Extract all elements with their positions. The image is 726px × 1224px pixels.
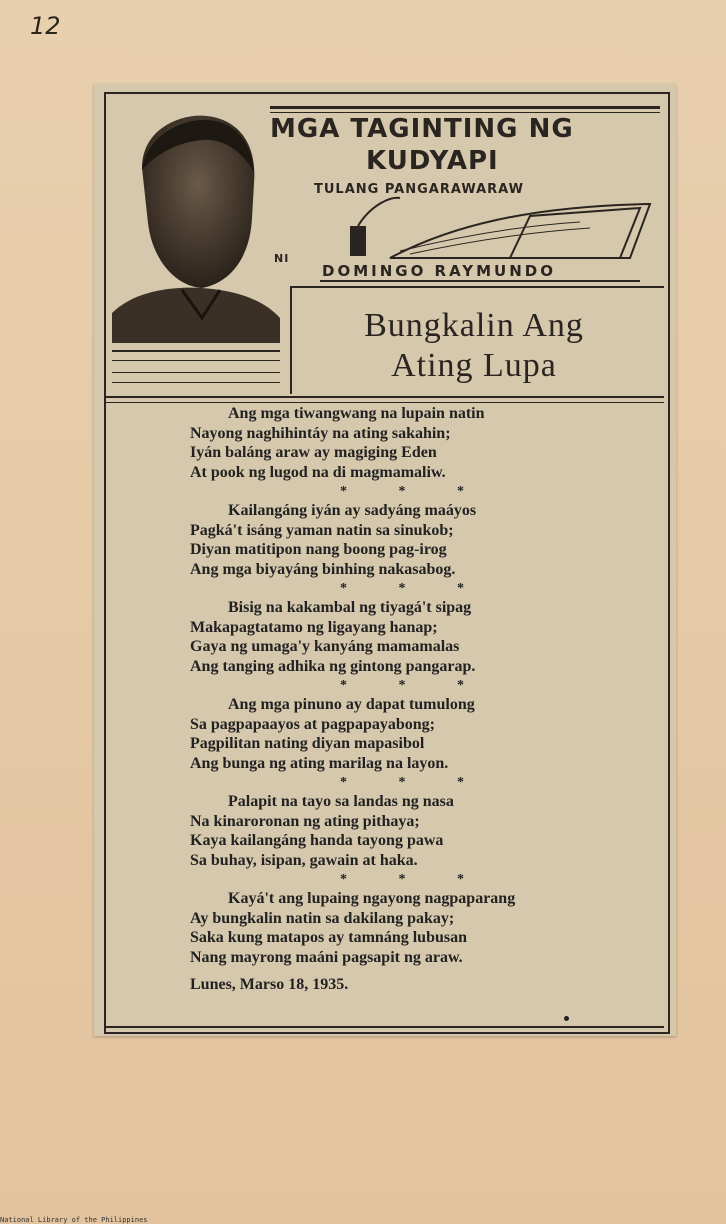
stanza-separator: * * *	[340, 872, 488, 887]
author-name: DOMINGO RAYMUNDO	[322, 262, 556, 280]
poem-line: Bisig na kakambal ng tiyagá't sipag	[228, 599, 472, 616]
poem-line: Ang tanging adhika ng gintong pangarap.	[190, 657, 476, 675]
poem-line: Pagpilitan nating diyan mapasibol	[190, 735, 425, 752]
portrait-rule-3	[112, 372, 280, 373]
newspaper-clipping	[94, 84, 676, 1036]
masthead-tagline: TULANG PANGARAWARAW	[314, 182, 524, 197]
poem-line: At pook ng lugod na di magmamaliw.	[190, 463, 446, 481]
poem-date: Lunes, Marso 18, 1935.	[190, 976, 349, 993]
print-dot	[564, 1016, 569, 1021]
stanza-5	[190, 792, 640, 889]
poem-title	[294, 306, 654, 386]
quill-book-illustration	[330, 196, 660, 266]
stanza-4	[190, 695, 640, 792]
title-box-rule-left	[290, 286, 292, 394]
poem-line: Nang mayrong maáni pagsapit ng araw.	[190, 948, 463, 966]
poem-line: Makapagtatamo ng ligayang hanap;	[190, 618, 438, 636]
bottom-rule	[106, 1026, 664, 1028]
footer-credit: National Library of the Philippines	[0, 1216, 148, 1224]
poem-body	[190, 404, 640, 995]
stanza-separator: * * *	[340, 484, 488, 499]
poem-line: Nayong naghihintáy na ating sakahin;	[190, 424, 451, 442]
stanza-6	[190, 889, 640, 967]
poem-line: Ang mga pinuno ay dapat tumulong	[228, 696, 475, 713]
masthead-rule-top-thin	[270, 112, 660, 113]
stanza-separator: * * *	[340, 678, 488, 693]
poem-line: Gaya ng umaga'y kanyáng mamamalas	[190, 638, 460, 655]
portrait-rule-1	[112, 350, 280, 352]
stanza-3	[190, 598, 640, 695]
poem-line: Pagká't isáng yaman natin sa sinukob;	[190, 521, 454, 539]
poem-line: Saka kung matapos ay tamnáng lubusan	[190, 929, 467, 946]
title-box-rule-top	[290, 286, 664, 288]
masthead-rule-top	[270, 106, 660, 109]
poem-line: Na kinaroronan ng ating pithaya;	[190, 812, 420, 830]
portrait-rule-4	[112, 382, 280, 383]
poem-line: Iyán baláng araw ay magiging Eden	[190, 444, 437, 461]
stanza-separator: * * *	[340, 581, 488, 596]
masthead-subtitle: KUDYAPI	[366, 146, 499, 176]
portrait-rule-2	[112, 360, 280, 361]
page-number: 12	[30, 12, 61, 40]
poem-line: Sa buhay, isipan, gawain at haka.	[190, 851, 418, 869]
header-separator-thin	[106, 402, 664, 403]
stanza-1	[190, 404, 640, 501]
poem-line: Palapit na tayo sa landas ng nasa	[228, 793, 454, 810]
poem-line: Ang mga tiwangwang na lupain natin	[228, 405, 485, 422]
header-separator-thick	[106, 396, 664, 398]
stanza-separator: * * *	[340, 775, 488, 790]
poem-line: Kailangáng iyán ay sadyáng maáyos	[228, 502, 477, 519]
poem-line: Diyan matitipon nang boong pag-irog	[190, 541, 447, 558]
poem-line: Sa pagpapaayos at pagpapayabong;	[190, 715, 435, 733]
poem-line: Kaya kailangáng handa tayong pawa	[190, 832, 444, 849]
author-portrait	[112, 108, 280, 343]
author-underline	[320, 280, 640, 282]
masthead-title: MGA TAGINTING NG	[270, 114, 574, 144]
poem-line: Ang bunga ng ating marilag na layon.	[190, 754, 449, 772]
poem-title-line1: Bungkalin Ang	[364, 307, 584, 344]
poem-title-line2: Ating Lupa	[391, 347, 557, 384]
author-prefix: NI	[274, 252, 290, 265]
poem-line: Kayá't ang lupaing ngayong nagpaparang	[228, 890, 516, 907]
stanza-2	[190, 501, 640, 598]
poem-line: Ang mga biyayáng binhing nakasabog.	[190, 560, 456, 578]
poem-line: Ay bungkalin natin sa dakilang pakay;	[190, 909, 455, 927]
